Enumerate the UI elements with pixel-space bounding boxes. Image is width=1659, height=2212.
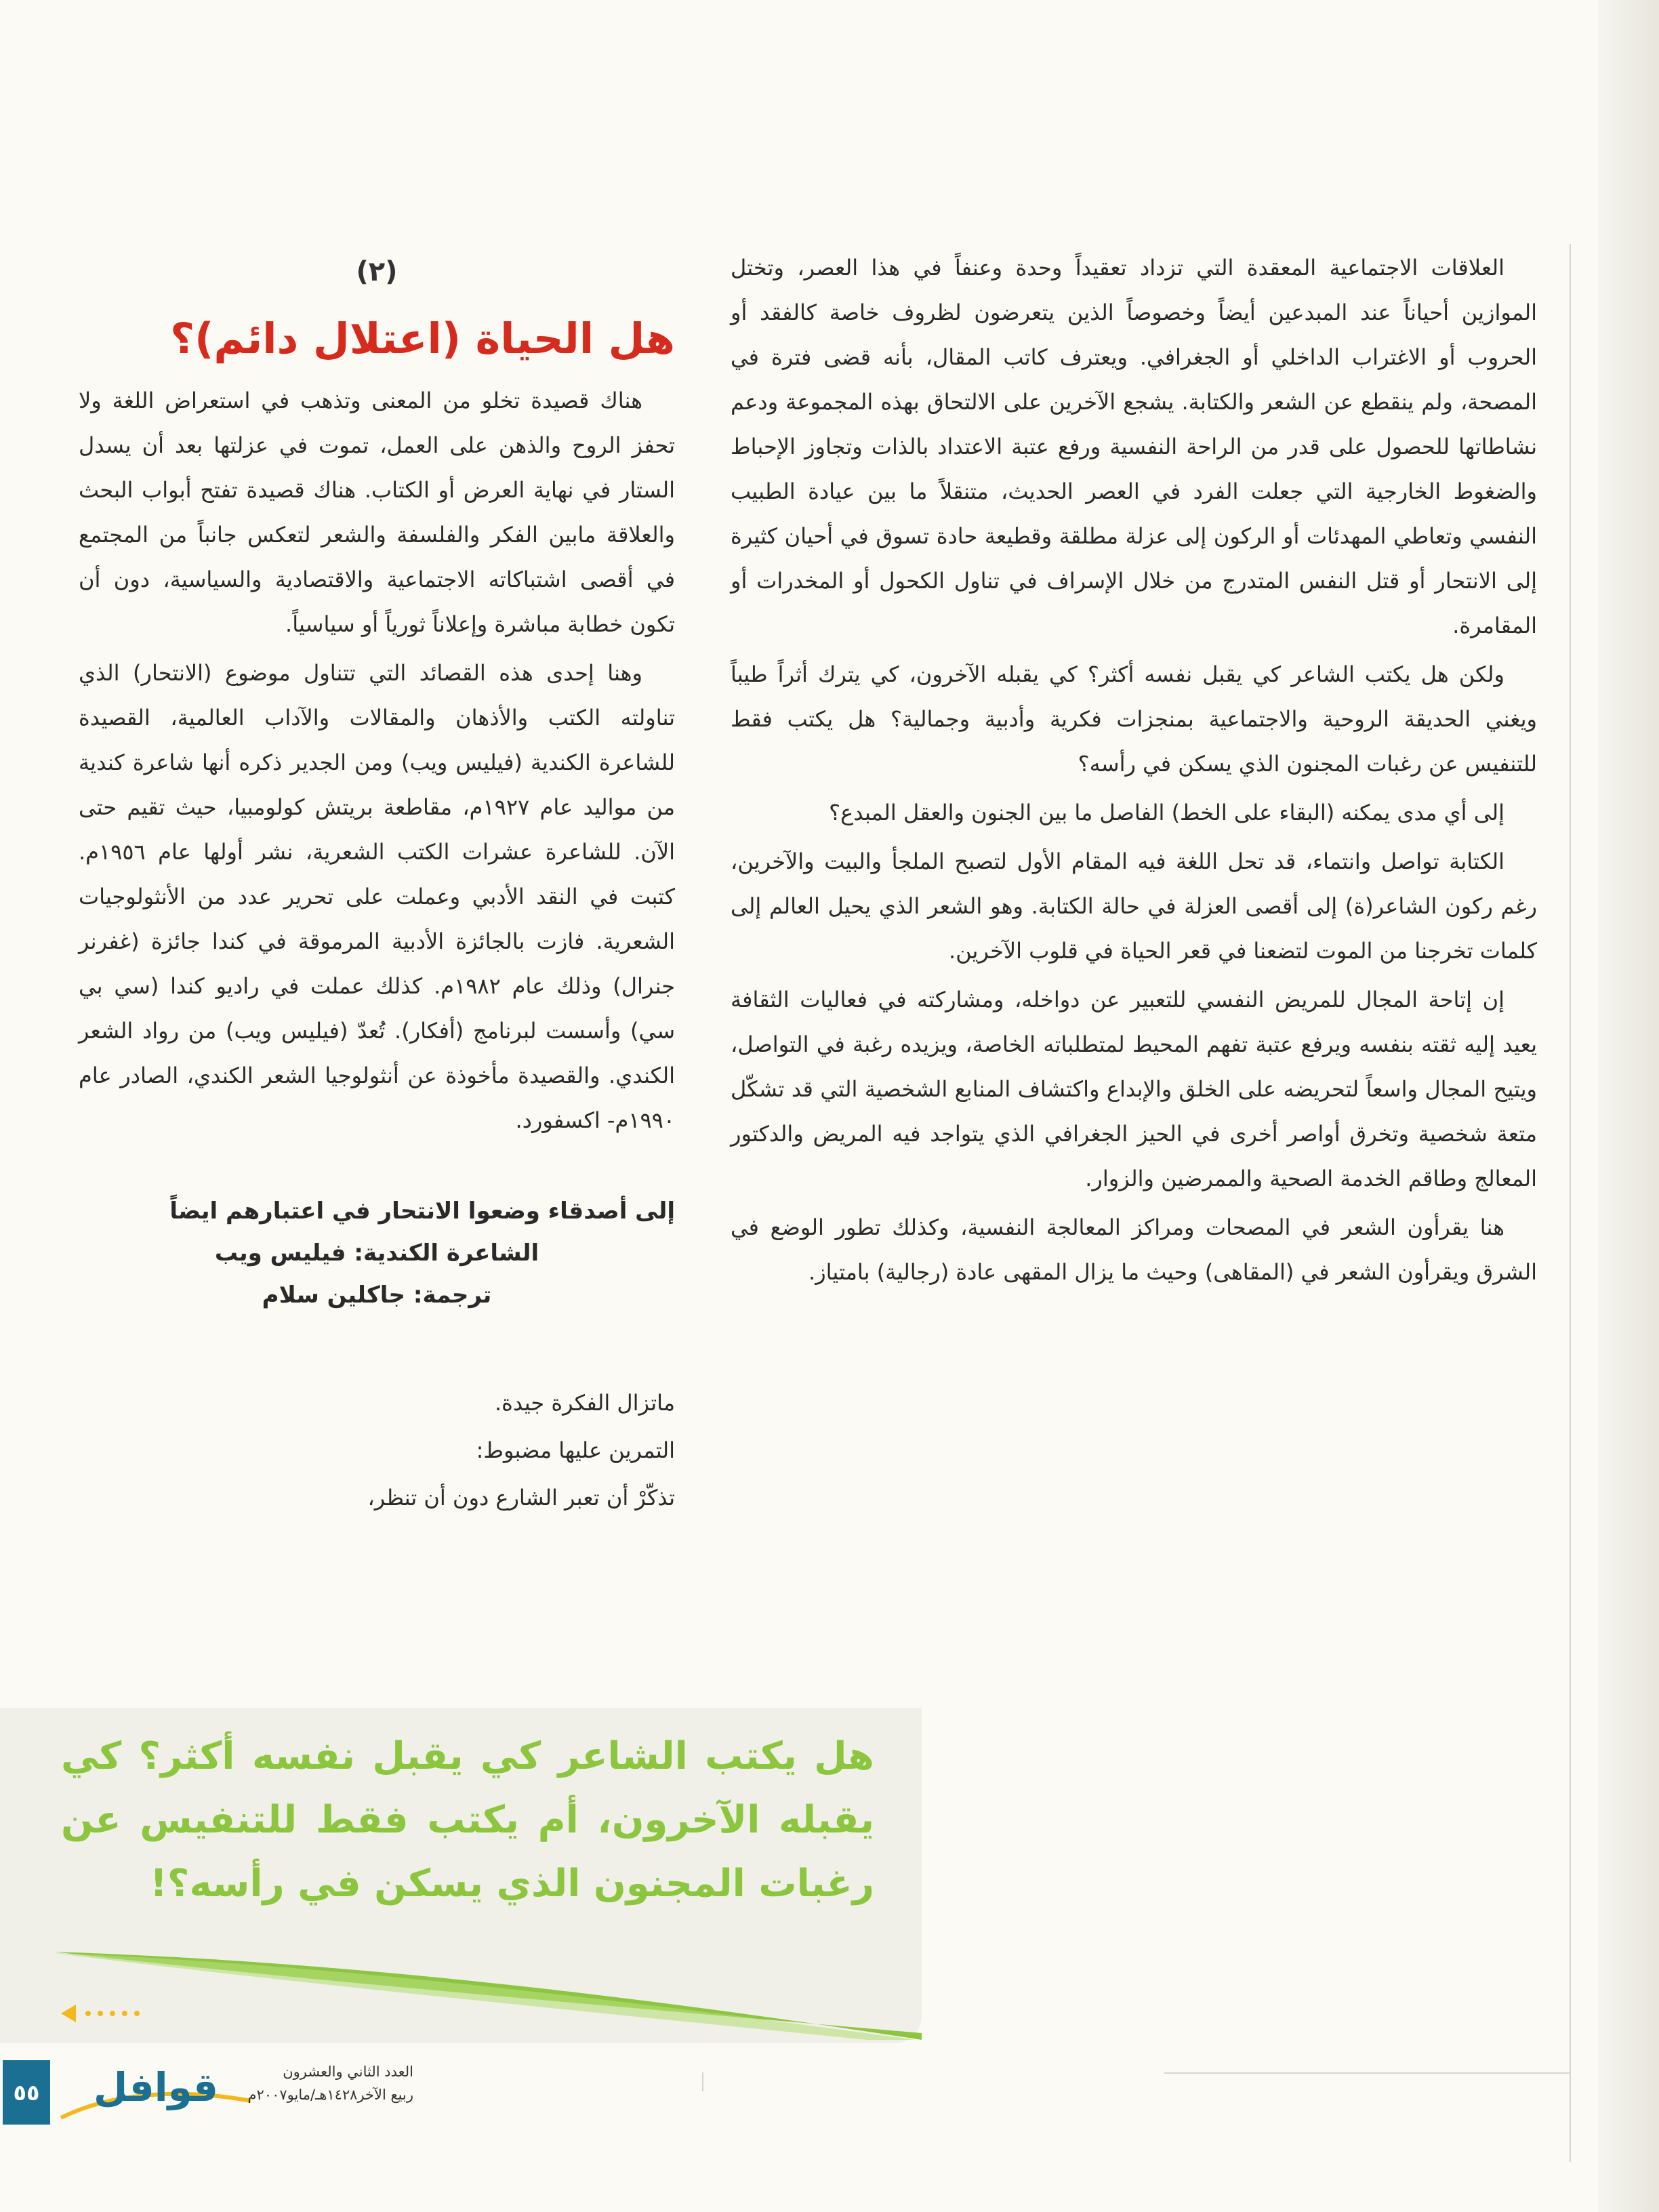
poem-translator: ترجمة: جاكلين سلام	[262, 1282, 492, 1309]
column-rule	[1570, 244, 1571, 2162]
right-column	[731, 245, 1537, 1298]
column-rule-bottom	[1164, 2072, 1571, 2074]
poem-author: الشاعرة الكندية: فيليس ويب	[214, 1240, 539, 1267]
body-paragraph: هناك قصيدة تخلو من المعنى وتذهب في استعراض اللغة ولا تحفز الروح والذهن على العمل، تموت في عزلتها بعد أن يسدل الستار في نهاية العرض أو الكتاب. هناك قصيدة تفتح أبواب البحث والعلاقة مابين الفكر والفلسفة والشعر لتعكس جانباً من المجتمع في أقصى اشتباكاته الاجتماعية والاقتصادية والسياسية، دون أن تكون خطابة مباشرة وإعلاناً ثورياً أو سياسياً.	[79, 388, 675, 637]
poem-header	[79, 1190, 675, 1316]
issue-info	[224, 2060, 413, 2106]
body-paragraph: وهنا إحدى هذه القصائد التي تتناول موضوع (الانتحار) الذي تناولته الكتب والأذهان والمقالات والآداب العالمية، القصيدة للشاعرة الكندية (فيليس ويب) ومن الجدير ذكره أنها شاعرة كندية من مواليد عام ١٩٢٧م، مقاطعة بريتش كولومبيا، حيث تقيم حتى الآن. للشاعرة عشرات الكتب الشعرية، نشر أولها عام ١٩٥٦م. كتبت في النقد الأدبي وعملت على تحرير عدد من الأنثولوجيات الشعرية. فازت بالجائزة الأدبية المرموقة في كندا جائزة (غفرنر جنرال) وذلك عام ١٩٨٢م. كذلك عملت في راديو كندا (سي بي سي) وأسست لبرنامج (أفكار). تُعدّ (فيليس ويب) من رواد الشعر الكندي. والقصيدة مأخوذة عن أنثولوجيا الشعر الكندي، الصادر عام ١٩٩٠م- اكسفورد.	[79, 660, 676, 1133]
pull-quote: هل يكتب الشاعر كي يقبل نفسه أكثر؟ كي يقبله الآخرون، أم يكتب فقط للتنفيس عن رغبات المجنون الذي يسكن في رأسه؟!	[61, 1734, 874, 1906]
page-edge-shadow	[1598, 0, 1659, 2212]
poem-verses	[79, 1381, 675, 1519]
svg-text:قوافل: قوافل	[94, 2064, 218, 2110]
body-paragraph: هنا يقرأون الشعر في المصحات ومراكز المعالجة النفسية، وكذلك تطور الوضع في الشرق ويقرأون الشعر في (المقاهى) وحيث ما يزال المقهى عادة (رجالية) بامتياز.	[731, 1214, 1537, 1285]
body-paragraph: إن إتاحة المجال للمريض النفسي للتعبير عن دواخله، ومشاركته في فعاليات الثقافة يعيد إليه ثقته بنفسه ويرفع عتبة تفهم المحيط لمتطلباته الخاصة، ويزيده رغبة في التواصل، ويتيح المجال واسعاً لتحريضه على الخلق والإبداع واكتشاف المنابع الشخصية التي قد تشكّل متعة شخصية وتخرق أواصر أخرى في الحيز الجغرافي الذي يتواجد فيه المريض والدكتور المعالج وطاقم الخدمة الصحية والممرضين والزوار.	[731, 987, 1537, 1191]
issue-number: العدد الثاني والعشرون	[283, 2064, 413, 2080]
left-arrow-icon	[61, 2003, 176, 2024]
green-swoosh-icon	[54, 1938, 922, 2040]
poem-verse: تذكّرْ أن تعبر الشارع دون أن تنظر،	[367, 1485, 675, 1511]
column-rule-tick	[702, 2072, 703, 2091]
section-number: (٢)	[356, 256, 398, 287]
page-number: ٥٥	[3, 2060, 50, 2125]
body-paragraph: إلى أي مدى يمكنه (البقاء على الخط) الفاصل ما بين الجنون والعقل المبدع؟	[829, 800, 1504, 825]
issue-date: ربيع الآخر١٤٢٨هـ/مايو٢٠٠٧م	[247, 2087, 413, 2103]
poem-title: إلى أصدقاء وضعوا الانتحار في اعتبارهم ايضاً	[169, 1197, 675, 1225]
left-column	[79, 245, 675, 1523]
body-paragraph: ولكن هل يكتب الشاعر كي يقبل نفسه أكثر؟ كي يقبله الآخرون، كي يترك أثراً طيباً ويغني الحديقة الروحية والاجتماعية بمنجزات فكرية وأدبية وجمالية؟ هل يكتب فقط للتنفيس عن رغبات المجنون الذي يسكن في رأسه؟	[731, 661, 1537, 777]
body-paragraph: الكتابة تواصل وانتماء، قد تحل اللغة فيه المقام الأول لتصبح الملجأ والبيت والآخرين، رغم ركون الشاعر(ة) إلى أقصى العزلة في حالة الكتابة. وهو الشعر الذي يحيل العالم إلى كلمات تخرجنا من الموت لتضعنا في قعر الحياة في قلوب الآخرين.	[731, 848, 1537, 964]
poem-verse: ماتزال الفكرة جيدة.	[494, 1390, 675, 1416]
poem-verse: التمرين عليها مضبوط:	[476, 1437, 675, 1463]
body-paragraph: العلاقات الاجتماعية المعقدة التي تزداد تعقيداً وحدة وعنفاً في هذا العصر، وتختل الموازين أحياناً عند المبدعين أيضاً وخصوصاً الذين يتعرضون لظروف خاصة كالفقد أو الحروب أو الاغتراب الداخلي أو الجغرافي. ويعترف كاتب المقال، بأنه قضى فترة في المصحة، ولم ينقطع عن الشعر والكتابة. يشجع الآخرين على الالتحاق بهذه المجموعة ودعم نشاطاتها للحصول على قدر من الراحة النفسية ورفع عتبة الاعتداد بالذات وتجاوز الإحباط والضغوط الخارجية التي جعلت الفرد في العصر الحديث، متنقلاً ما بين عيادة الطبيب النفسي وتعاطي المهدئات أو الركون إلى عزلة مطلقة وقطيعة حادة تسوق في أحيان كثيرة إلى الانتحار أو قتل النفس المتدرج من خلال الإسراف في تناول الكحول أو المخدرات أو المقامرة.	[731, 255, 1537, 638]
article-title: هل الحياة (اعتلال دائم)؟	[170, 314, 675, 363]
